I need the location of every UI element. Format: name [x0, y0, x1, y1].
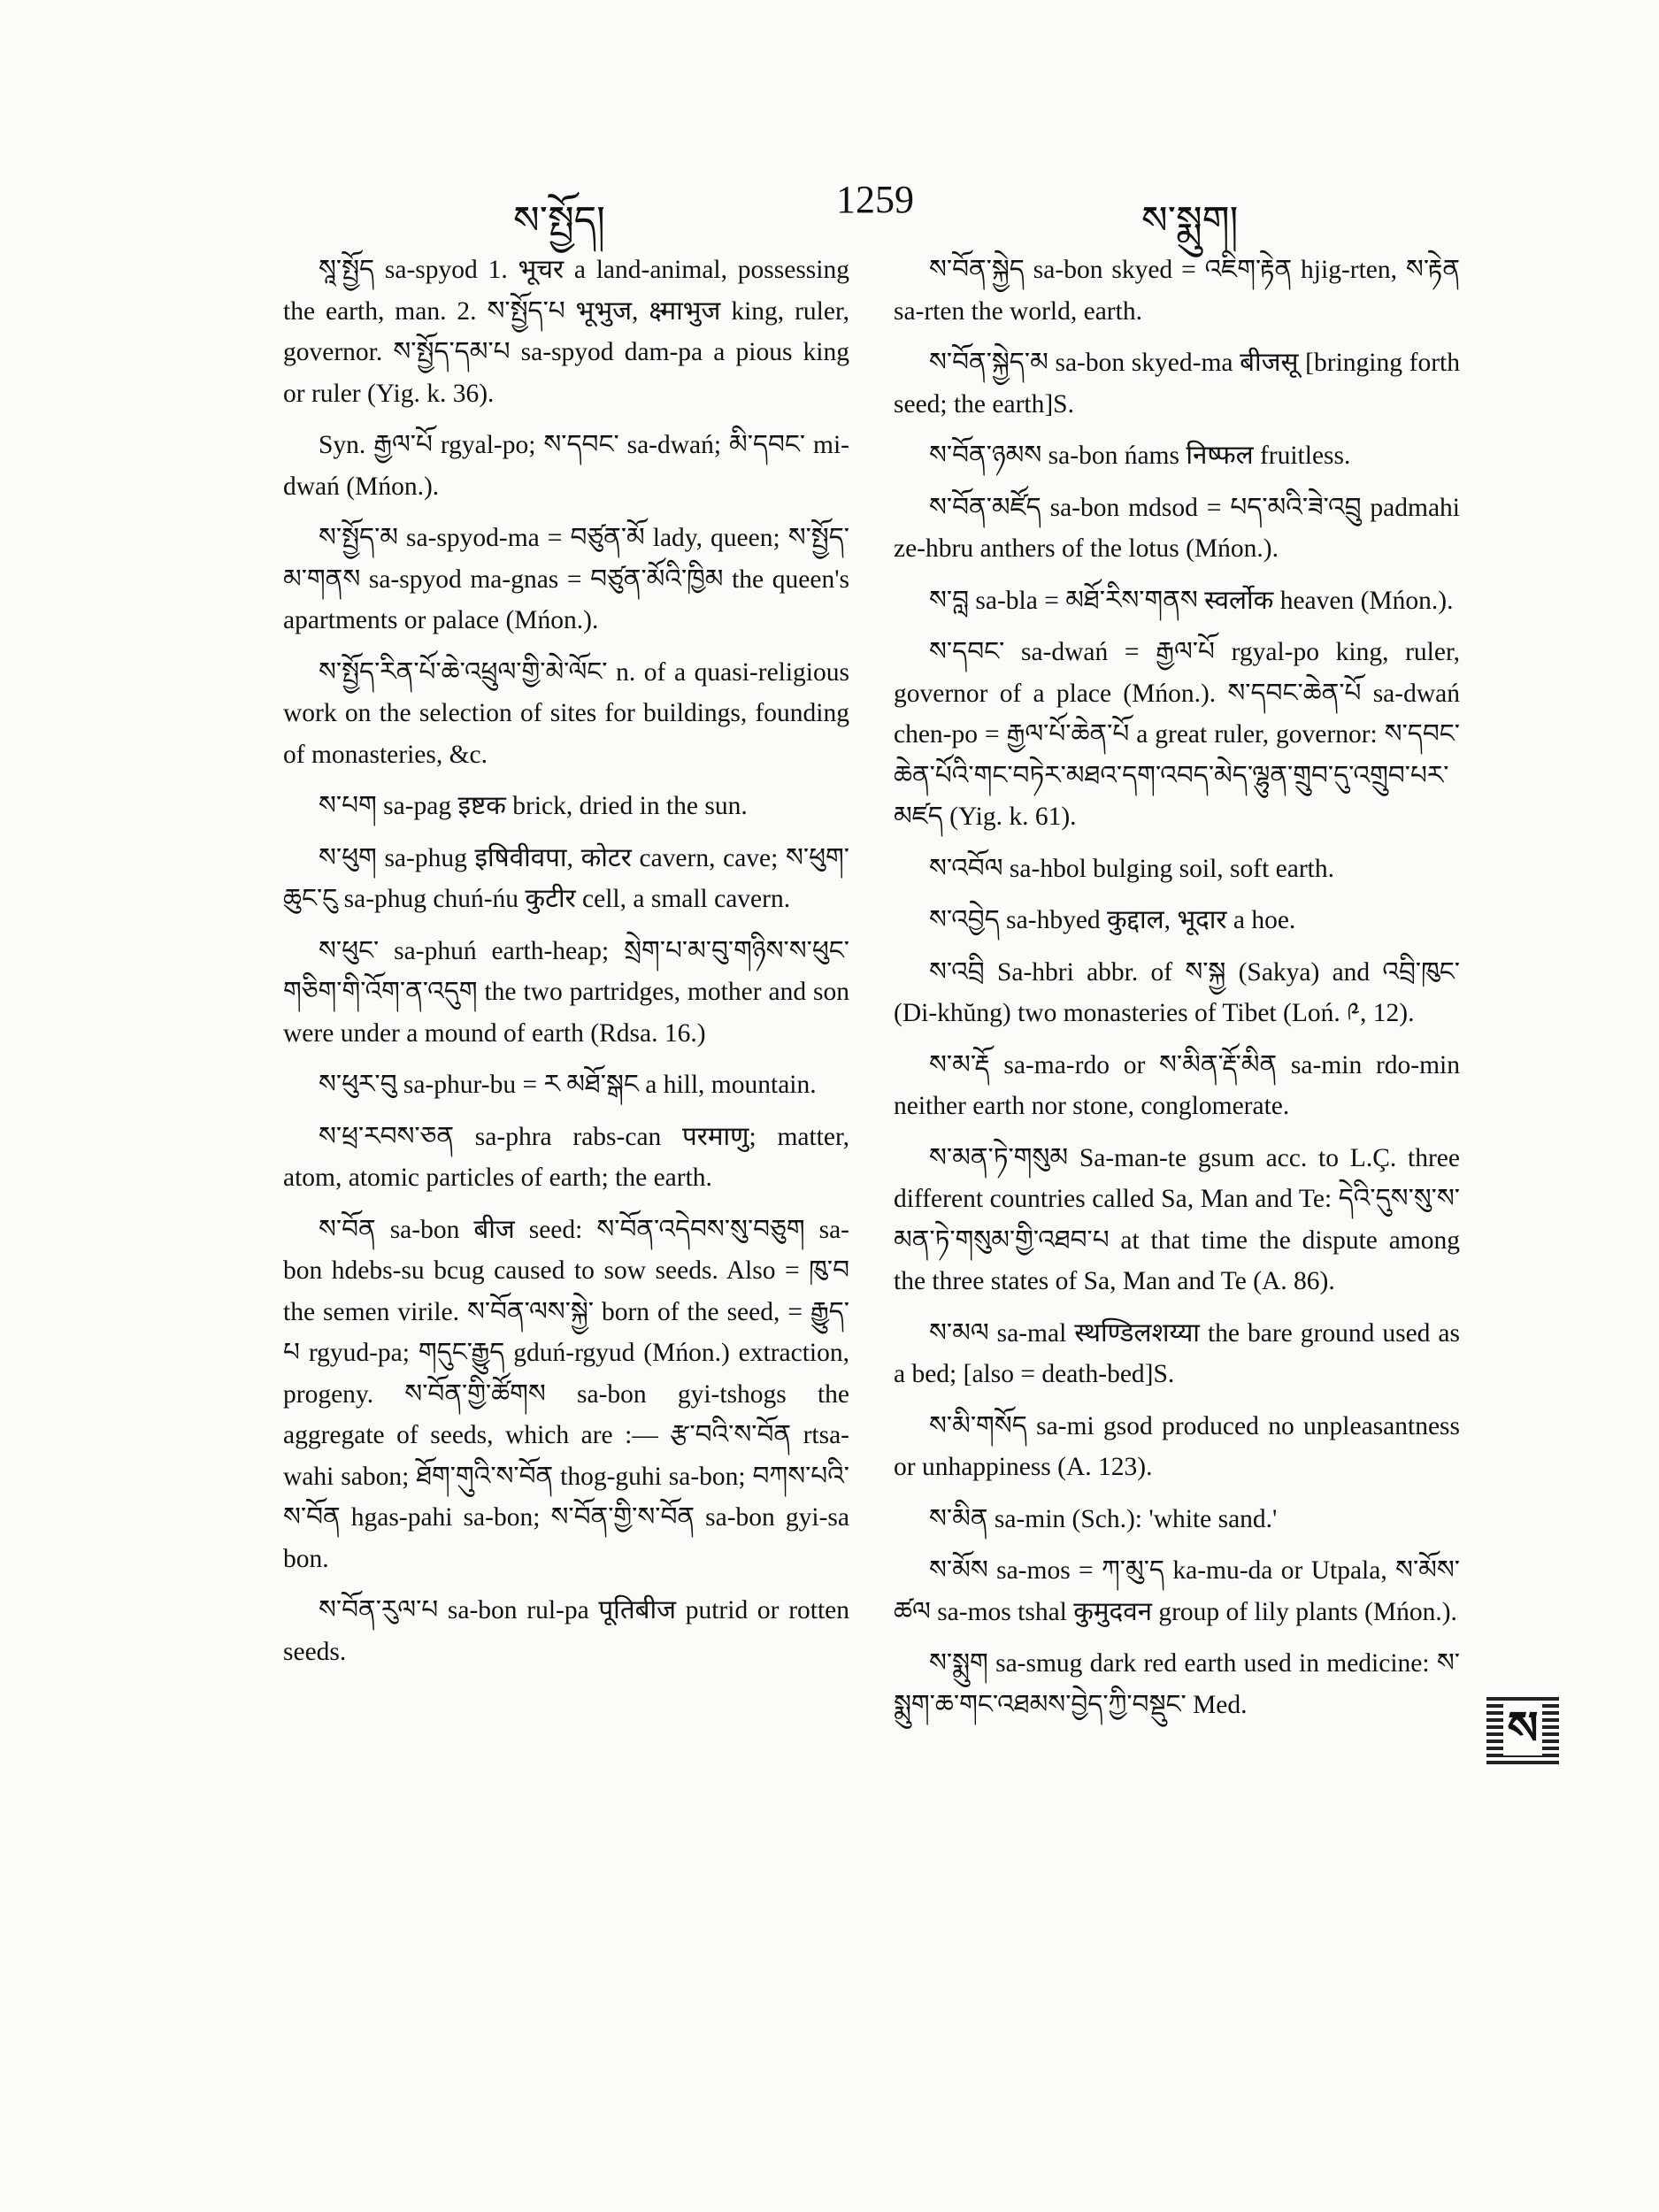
entry-sa-mi-gsod: ས་མི་གསོད sa-mi gsod produced no unpleasantness or unhappiness (A. 123).	[894, 1411, 1460, 1481]
right-running-head: ས་སྨུག།	[1141, 198, 1239, 243]
page-header	[0, 177, 1659, 243]
entry-sa-mal: ས་མལ sa-mal स्थण्डिलशय्या the bare ground used as a bed; [also = death-bed]S.	[894, 1318, 1460, 1388]
entry-sa-mos: ས་མོས sa-mos = ཀ་མུ་ད ka-mu-da or Utpala, ས་མོས་ཚལ sa-mos tshal कुमुदवन group of lily plants (Mńon.).	[894, 1556, 1460, 1626]
entry-sa-spyod: སཱ་སྤྱོད sa-spyod 1. भूचर a land-animal, possessing the earth, man. 2. ས་སྤྱོད་པ भूभुज, क्ष्माभुज king, ruler, governor. ས་སྤྱོད་དམ་པ sa-spyod dam-pa a pious king or ruler (Yig. k. 36).	[283, 256, 849, 408]
entry-sa-bon-skyed: ས་བོན་སྐྱེད sa-bon skyed = འཇིག་རྟེན hjig-rten, ས་རྟེན sa-rten the world, earth.	[894, 256, 1460, 326]
entry-sa-bon-nams: ས་བོན་ཉམས sa-bon ńams निष्फल fruitless.	[929, 442, 1351, 470]
entry-sa-ma-rdo: ས་མ་རྡོ sa-ma-rdo or ས་མིན་རྡོ་མིན sa-min rdo-min neither earth nor stone, conglomerate.	[894, 1050, 1460, 1120]
entry-sa-hbri: ས་འབྲི Sa-hbri abbr. of ས་སྐྱ (Sakya) and འབྲི་ཁུང་ (Di-khŭng) two monasteries of Tibet (Loń. ༩, 12).	[894, 957, 1460, 1027]
entry-sa-dwan: ས་དབང་ sa-dwań = རྒྱལ་པོ rgyal-po king, ruler, governor of a place (Mńon.). ས་དབང་ཆེན་པོ sa-dwań chen-po = རྒྱལ་པོ་ཆེན་པོ a great ruler, governor: ས་དབང་ཆེན་པོའི་གང་བཏེར་མཐའ་དག་འབད་མེད་ལྷུན་གྲུབ་དུ་འགྲུབ་པར་མཛད (Yig. k. 61).	[894, 638, 1460, 831]
entry-sa-spyod-work: ས་སྤྱོད་རིན་པོ་ཆེ་འཕྲུལ་གྱི་མེ་ལོང་ n. of a quasi-religious work on the selection of sites for buildings, founding of monasteries, &c.	[283, 657, 849, 769]
entry-sa-man-te-gsum: ས་མན་ཏེ་གསུམ Sa-man-te gsum acc. to L.Ç. three different countries called Sa, Man and Te: དེའི་དུས་སུ་ས་མན་ཏེ་གསུམ་གྱི་འཐབ་པ at that time the dispute among the three states of Sa, Man and Te (A. 86).	[894, 1143, 1460, 1295]
page-number: 1259	[836, 178, 914, 221]
entry-sa-phun: ས་ཕུང་ sa-phuń earth-heap; སྲེག་པ་མ་བུ་གཉིས་ས་ཕུང་གཅིག་གི་འོག་ན་འདུག the two partridges, mother and son were under a mound of earth (Rdsa. 16.)	[283, 936, 849, 1048]
entry-sa-bon-mdsod: ས་བོན་མཛོད sa-bon mdsod = པད་མའི་ཟེ་འབྲུ padmahi ze-hbru anthers of the lotus (Mńon.).	[894, 493, 1460, 563]
entry-sa-phug: ས་ཕུག sa-phug इषिवीवपा, कोटर cavern, cave; ས་ཕུག་ཆུང་ངུ sa-phug chuń-ńu कुटीर cell, a small cavern.	[283, 843, 849, 913]
left-running-head: ས་སྤྱོད།	[513, 198, 605, 243]
entry-sa-bon: ས་བོན sa-bon बीज seed: ས་བོན་འདེབས་སུ་བཅུག sa-bon hdebs-su bcug caused to sow seeds. Also = ཁུ་བ the semen virile. ས་བོན་ལས་སྐྱེ་ born of the seed, = རྒྱུད་པ rgyud-pa; གདུང་རྒྱུད gduń-rgyud (Mńon.) extraction, progeny. ས་བོན་གྱི་ཚོགས sa-bon gyi-tshogs the aggregate of seeds, which are :— རྩ་བའི་ས་བོན rtsa-wahi sabon; ཐོག་གུའི་ས་བོན thog-guhi sa-bon; བཀས་པའི་ས་བོན hgas-pahi sa-bon; ས་བོན་གྱི་ས་བོན sa-bon gyi-sa bon.	[283, 1215, 849, 1573]
right-column	[894, 250, 1460, 1736]
entry-sa-spyod-ma: ས་སྤྱོད་མ sa-spyod-ma = བཙུན་མོ lady, queen; ས་སྤྱོད་མ་གནས sa-spyod ma-gnas = བཙུན་མོའི་ཁྱིམ the queen's apartments or palace (Mńon.).	[283, 524, 849, 634]
entry-sa-smug: ས་སྨུག sa-smug dark red earth used in medicine: ས་སྨུག་ཆ་གང་འཐམས་བྱེད་ཀྱི་བསྡུང་ Med.	[894, 1649, 1460, 1719]
entry-sa-bla: ས་བླ sa-bla = མཐོ་རིས་གནས स्वर्लोक heaven (Mńon.).	[929, 586, 1454, 615]
entry-sa-phra: ས་ཕྲ་རབས་ཅན sa-phra rabs-can परमाणु; matter, atom, atomic particles of earth; the earth.	[283, 1122, 849, 1192]
entry-sa-hbyed: ས་འབྱེད sa-hbyed कुद्दाल, भूदार a hoe.	[929, 906, 1296, 934]
thumb-index-letter: ས	[1503, 1702, 1541, 1755]
entry-sa-min: ས་མིན sa-min (Sch.): 'white sand.'	[929, 1504, 1278, 1533]
entry-sa-hbol: ས་འབོལ sa-hbol bulging soil, soft earth.	[929, 854, 1334, 883]
left-column	[283, 250, 849, 1683]
thumb-index-tab	[1486, 1697, 1559, 1764]
entry-sa-bon-skyed-ma: ས་བོན་སྐྱེད་མ sa-bon skyed-ma बीजसू [bringing forth seed; the earth]S.	[894, 349, 1460, 419]
entry-synonyms: Syn. རྒྱལ་པོ rgyal-po; ས་དབང་ sa-dwań; མི་དབང་ mi-dwań (Mńon.).	[283, 431, 849, 501]
entry-sa-phur-bu: ས་ཕུར་བུ sa-phur-bu = ར མཐོ་སྒང a hill, mountain.	[319, 1071, 817, 1099]
entry-sa-pag: ས་པག sa-pag इष्टक brick, dried in the sun.	[319, 792, 748, 820]
entry-sa-bon-rul-pa: ས་བོན་རུལ་པ sa-bon rul-pa पूतिबीज putrid or rotten seeds.	[283, 1596, 849, 1666]
